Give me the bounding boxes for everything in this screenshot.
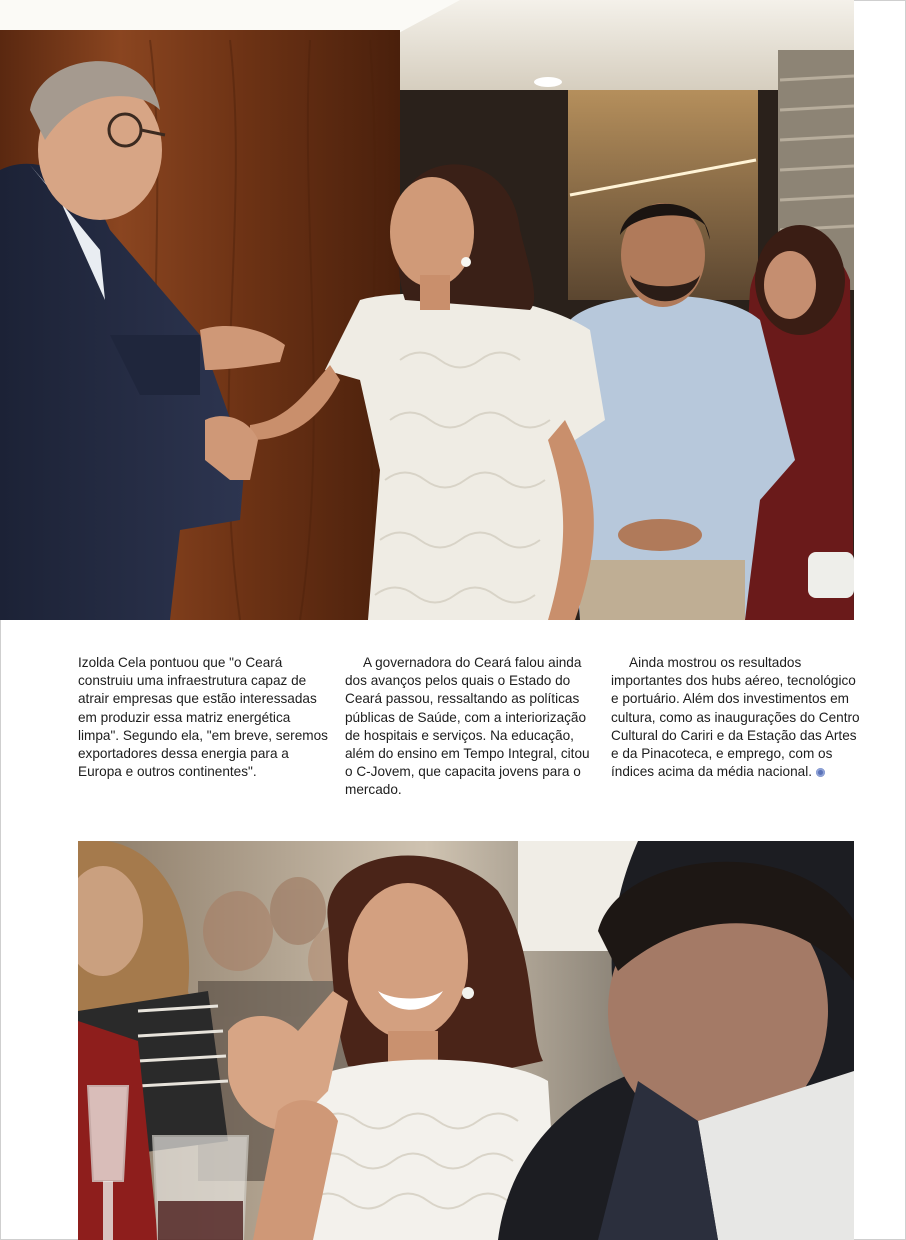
article-paragraph-3-wrapper <box>611 654 861 781</box>
bottom-photo <box>78 841 854 1240</box>
bottom-photo-illustration <box>78 841 854 1240</box>
article-paragraph-2: A governadora do Ceará falou ainda dos avanços pelos quais o Estado do Ceará passou, ressaltando as políticas públicas de Saúde, com a interiorização de hospitais e serviços. Na educação, além do ensino em Tempo Integral, citou o C-Jovem, que capacita jovens para o mercado. <box>345 655 590 798</box>
end-of-article-bullet-icon <box>816 768 825 777</box>
article-column-1 <box>78 654 328 781</box>
article-column-2 <box>345 654 595 800</box>
top-photo-illustration <box>0 0 854 620</box>
article-paragraph-3: Ainda mostrou os resultados importantes dos hubs aéreo, tecnológico e portuário. Além dos investimentos em cultura, como as inaugurações do Centro Cultural do Cariri e da Estação das Artes e da Pinacoteca, e emprego, com os índices acima da média nacional. <box>611 655 860 780</box>
article-columns <box>78 654 860 824</box>
article-paragraph-1: Izolda Cela pontuou que "o Ceará construiu uma infraestrutura capaz de atrair empresas que estão interessadas em produzir essa matriz energética limpa". Segundo ela, "em breve, seremos exportadores dessa energia para a Europa e outros continentes". <box>78 655 328 780</box>
top-photo <box>0 0 854 620</box>
article-column-3 <box>611 654 861 781</box>
